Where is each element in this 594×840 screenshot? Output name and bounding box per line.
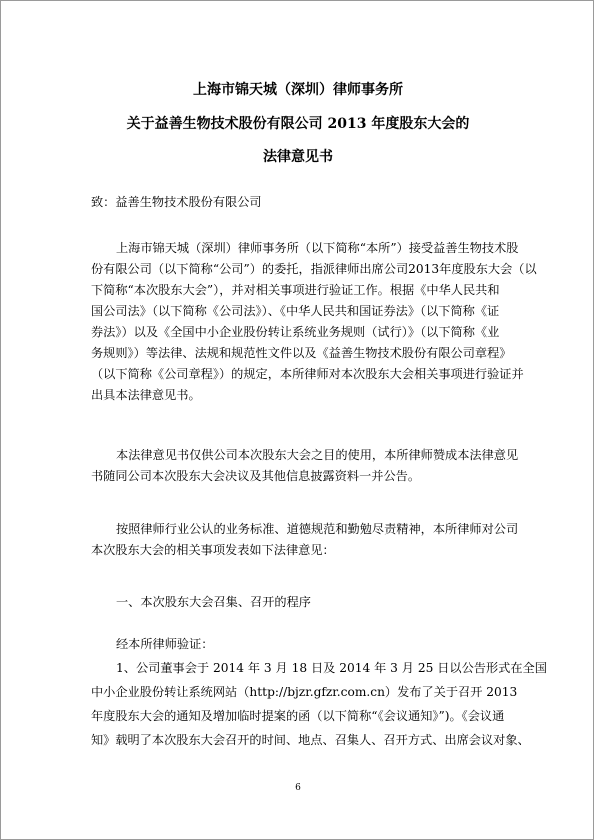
paragraph-1-line-3: 下简称“本次股东大会”），并对相关事项进行验证工作。根据《中华人民共和	[91, 283, 500, 297]
section-1-item-1-line-3: 年度股东大会的通知及增加临时提案的函（以下简称“《会议通知》”)。《会议通	[91, 709, 505, 723]
document-title-line3: 法律意见书	[263, 149, 333, 165]
section-1-item-1-line-2: 中小企业股份转让系统网站（http://bjzr.gfzr.com.cn）发布了关于召开 2013	[91, 685, 518, 699]
paragraph-1-line-2: 份有限公司（以下简称“公司”）的委托，指派律师出席公司2013年度股东大会（以	[91, 262, 537, 276]
document-title-line2: 关于益善生物技术股份有限公司 2013 年度股东大会的	[126, 116, 470, 132]
paragraph-1-line-4: 国公司法》（以下简称《公司法》）、《中华人民共和国证券法》（以下简称《证	[91, 304, 500, 318]
section-1-item-1-line-1: 1、公司董事会于 2014 年 3 月 18 日及 2014 年 3 月 25 日以公告形式在全国	[116, 661, 547, 675]
paragraph-1-line-7: （以下简称《公司章程》）的规定，本所律师对本次股东大会相关事项进行验证并	[91, 367, 524, 381]
paragraph-3-line-2: 本次股东大会的相关事项发表如下法律意见：	[91, 543, 335, 557]
document-title-line1: 上海市锦天城（深圳）律师事务所	[193, 82, 403, 98]
salutation: 致：益善生物技术股份有限公司	[91, 195, 262, 209]
section-1-item-1-line-4: 知》载明了本次股东大会召开的时间、地点、召集人、召开方式、出席会议对象、	[91, 733, 530, 747]
paragraph-1-line-8: 出具本法律意见书。	[91, 388, 201, 402]
paragraph-1-line-6: 务规则》）等法律、法规和规范性文件以及《益善生物技术股份有限公司章程》	[91, 346, 512, 360]
section-1-intro: 经本所律师验证：	[116, 637, 214, 651]
paragraph-2-line-2: 书随同公司本次股东大会决议及其他信息披露资料一并公告。	[91, 469, 421, 483]
paragraph-1-line-5: 券法》）以及《全国中小企业股份转让系统业务规则（试行）》（以下简称《业	[91, 325, 500, 339]
section-1-heading: 一、本次股东大会召集、召开的程序	[116, 595, 311, 609]
page-number: 6	[295, 783, 301, 793]
paragraph-2-line-1: 本法律意见书仅供公司本次股东大会之目的使用，本所律师赞成本法律意见	[116, 448, 519, 462]
paragraph-3-line-1: 按照律师行业公认的业务标准、道德规范和勤勉尽责精神，本所律师对公司	[116, 522, 519, 536]
paragraph-1-line-1: 上海市锦天城（深圳）律师事务所（以下简称“本所”）接受益善生物技术股	[116, 241, 519, 255]
